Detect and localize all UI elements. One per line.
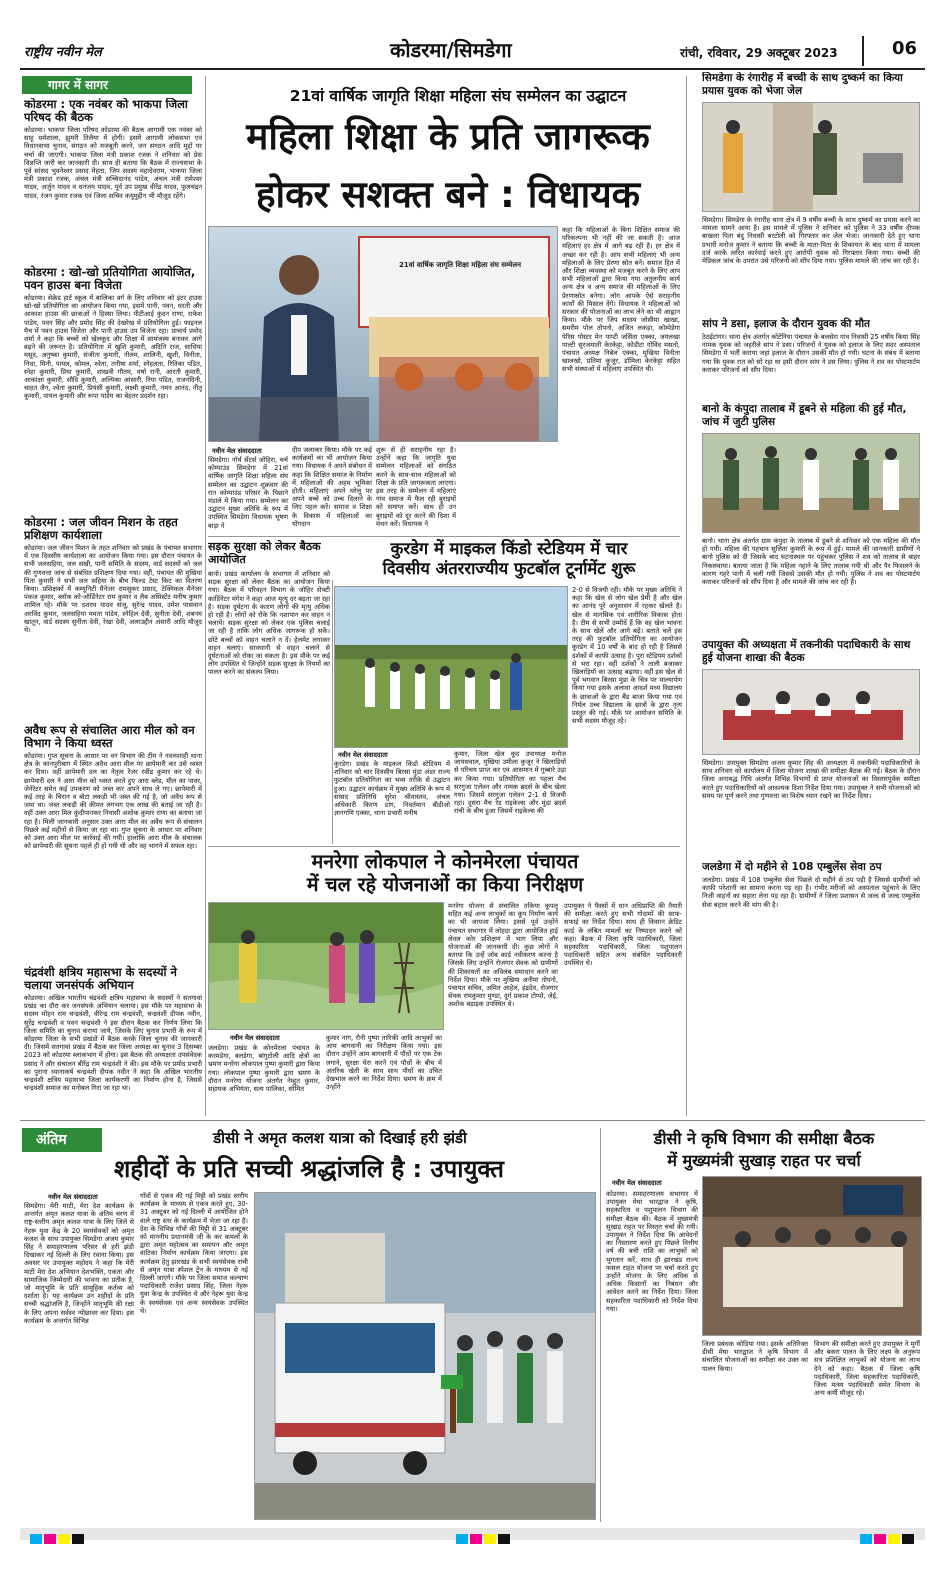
bottom-left-byline: नवीन मेल संवाददाता <box>48 1193 98 1201</box>
lead-photo-banner: 21वां वार्षिक जागृति शिक्षा महिला संघ सम्मेलन <box>399 261 521 269</box>
bottom-right-byline: नवीन मेल संवाददाता <box>612 1179 662 1187</box>
masthead <box>20 32 925 68</box>
color-swatches-left <box>30 1529 86 1548</box>
bottom-section-rule <box>20 1120 925 1121</box>
bottom-right-col-1-visible: कोडरमा। समाहरणालय सभागार में उपायुक्त मेघा भारद्वाज ने कृषि, सहकारिता व पशुपालन विभाग की समीक्षा बैठक की। बैठक में मुख्यमंत्री सुखाड़ राहत पर विस्तृत चर्चा की गयी। उपायुक्त ने निर्देश दिया कि आवेदनों का निस्तारण करते हुए पिछले वित्तीय वर्ष की बची राशि का लाभुकों को भुगतान करें, साथ ही झारखंड राज्य फसल राहत योजना पर चर्चा करते हुए उन्होंने योजना के लिए अधिक से अधिक किसानों का निबंधन और आवेदन करने का निर्देश दिया। जिला सहकारिता पदाधिकारी को निर्देश दिया गया। <box>606 1190 698 1313</box>
story-body: कोडरमा। जल जीवन मिशन के तहत शनिवार को प्रखंड के पंचायत सभागार में एक दिवसीय कार्यशाला का आयोजन किया गया। इस दौरान पंचायत के सभी जलसहिया, जल सखी, पानी समिति के सदस्य, वार्ड सदस्यों को जल की गुणवत्ता जांच से संबंधित प्रशिक्षण दिया गया। वहीं, पंचायत की मुखिया पिंता कुमारी ने सभी जल सहिया के बीच फिल्ड टेस्ट किट का वितरण किया। प्रशिक्षकों में कम्यूनिटी मैनेजर रामसुकर प्रसाद, टेक्निकल मैनेजर पंकज कुमार, ब्लॉक को-ऑर्डिनेटर राम कुमार व लैब असिस्टेंट मनीष कुमार शामिल रहे। मौके पर दशरथ यादव संजू, सुरेन्द्र यादव, उमेश पासवान अरविंद कुमार, जलसहिया ममता पांडेय, स्नेहिल देवी, सुनीता देवी, शबनम खातून, वार्ड सदस्य सुनीता देवी, रेखा देवी, अलाउद्दीन अंसारी आदि मौजूद थे। <box>24 544 202 635</box>
column-rule <box>205 76 206 1116</box>
story-heading: बानो के कंपुदा तालाब में डूबने से महिला की हुई मौत, जांच में जुटी पुलिस <box>702 403 907 428</box>
left-column-tag <box>22 76 192 94</box>
mgnrega-byline: नवीन मेल संवाददाता <box>230 1034 280 1042</box>
lead-photo <box>208 226 558 442</box>
bottom-left-headline: शहीदों के प्रति सच्ची श्रद्धांजलि है : उपायुक्त <box>114 1155 504 1183</box>
story-body: सिमडेगा। उपायुक्त सिमडेगा अजय कुमार सिंह की अध्यक्षता में तकनीकी पदाधिकारियों के साथ शनिवार को कार्यालय में जिला योजना शाखा की समीक्षा बैठक की गई। बैठक के दौरान जिला अनाबद्ध निधि अंतर्गत विभिन्न विभागों से प्राप्त योजनाओं का विस्तारपूर्वक समीक्षा करते हुए पदाधिकारियों को आवश्यक दिशा निर्देश दिया गया। उपायुक्त ने सभी योजनाओं को समय पर पूर्ण करने तथा गुणवत्ता का विशेष ध्यान रखने का निर्देश दिया। <box>702 759 920 800</box>
bottom-left-photo <box>254 1192 596 1520</box>
bottom-left-kicker: डीसी ने अमृत कलश यात्रा को दिखाई हरी झंडी <box>213 1129 467 1147</box>
bottom-left-col-1: सिमडेगा। मेरी माटी, मेरा देश कार्यक्रम के अन्तर्गत अमृत कलश यात्रा के अंतिम चरण में राष्ट्र-स्तरीय अमृत कलश यात्रा के लिए जिले से नेहरू युवा केंद्र के 20 स्वयंसेवकों को अमृत कलश के साथ उपायुक्त सिमडेगा अजय कुमार सिंह ने समाहरणालय परिसर से हरी झंडी दिखाकर नई दिल्ली के लिए रवाना किया। इस अवसर पर उपायुक्त महोदय ने कहा कि मेरी माटी मेरा देश अभियान देशभक्ति, एकता और सामाजिक जिम्मेदारी की भावना का प्रतीक है, जो मातृभूमि के प्रति सामूहिक कर्तव्य को दर्शाता है। यह कार्यक्रम उन शहीदों के प्रति सच्ची श्रद्धांजलि है, जिन्होंने मातृभूमि की रक्षा के लिए अपना सर्वस्व न्योछावर कर दिया। इस कार्यक्रम के अन्तर्गत विभिन्न <box>24 1202 134 1325</box>
safety-box <box>208 540 330 840</box>
story-heading: कोडरमा : एक नवंबर को भाकपा जिला परिषद की बैठक <box>24 98 188 124</box>
mgnrega-col-3: मनरेगा योजना से संचालित तकिया कूपलू सहित कई अन्य लाभुकों का कूप निर्माण कार्य का भी जायजा लिया। इससे पूर्व उन्होंने पंचायत सभागार में लोहदा द्वारा आयोजित हाई लेवल कोर प्रशिक्षण में भाग लिया और योजनाओं की जानकारी दी। कुछ लोगों ने बताया कि उन्हें जॉब कार्ड नवीकरण करना है जिसके लिए उन्होंने रोजगार सेवक को ग्रामीणों की शिकायतों का अविलंब समाधान करने का निर्देश दिया। मौके पर मुखिया अनीमा तोपनो, पंचायत सचिव, अमित आहेल, इंद्रदेव, रोजगार सेवक रामकुमार मुण्डा, दुर्ग प्रकाश टोप्पो, जेई, अशोक बड़ाइक उपस्थित थे। <box>448 902 558 1009</box>
lead-col-2: दीप जलाकर किया। मौके पर कई कार्यक्रमों का भी आयोजन किया गया। विधायक ने अपने संबोधन में कहा कि शिक्षित समाज के निर्माण में महिलाओं की अहम भूमिका होती। महिलाएं अपने घरेलू पर अपने बच्चे को उच्च दिलाने के लिए पहल करें। समाज व शिक्षा के विकास में महिलाओं का योगदान <box>292 446 372 528</box>
mgnrega-photo-image <box>209 903 443 1029</box>
mgnrega-headline-line2: में चल रहे योजनाओं का किया निरीक्षण <box>306 873 584 896</box>
bottom-right-headline-line1: डीसी ने कृषि विभाग की समीक्षा बैठक <box>653 1129 875 1148</box>
bottom-tag-label: अंतिम <box>36 1132 67 1148</box>
left-column <box>24 98 202 1118</box>
lead-col-1: सिमडेगा। नॉर्थ सेंटर्स जोहिरा, चर्च कोम्पाउंड सिमडेगा में 21वां वार्षिक जागृति शिक्षा महिला संघ सम्मेलन का उद्घाटन शुक्रवार की रात कोम्पाउंड परिसर के पिछाने मंडाले में किया गया। सम्मेलन का उद्घाटन मुख्य अतिथि के रूप में उपस्थित सिमडेगा विधायक भूषण बाड़ा ने <box>208 456 288 530</box>
football-headline-line2: दिवसीय अंतरराज्यीय फुटबॉल टूर्नामेंट शुरू <box>382 559 636 578</box>
story-heading: चंद्रवंशी क्षत्रिय महासभा के सदस्यों ने चलाया जनसंपर्क अभियान <box>24 965 177 992</box>
right-column <box>702 72 920 1118</box>
lead-headline <box>208 108 688 224</box>
registration-strip <box>20 1528 925 1540</box>
bottom-right-photo-image <box>703 1177 921 1335</box>
right-photo-2 <box>702 433 920 533</box>
story-heading: अवैध रूप से संचालित आरा मील को वन विभाग ने किया ध्वस्त <box>24 723 195 750</box>
football-col-3: 2-0 से विजयी रही। मौके पर मुख्य अतिथि ने कहा कि खेल से लोग खेल प्रेमी है और खेल का आनंद पूरे अनुशासन में रहकर खेलते है। खेल से मानसिक एवं शारीरिक विकास होता है। टीम से सभी उम्मीदें हैं कि वह खेल भावना के साथ खेलें और आगे बढ़ें। बताते चलें इस तरह की फुटबॉल प्रतियोगिता का आयोजन कुरडेग में 10 वर्षों के बाद हो रही है जिससे दर्शकों में काफी उत्साह है। पुरा स्टेडियम दर्शकों से भरा रहा। वहीं दर्शकों ने ताली बजाकर खिलाड़ियों का उत्साह बढ़ाया। वहीं इस खेल से पूर्व भगवान बिरसा मुंडा के चित्र पर माल्यार्पण किया गया इसके अलावा आदर्श मध्य विद्यालय के छात्राओं के द्वारा बैंड बाजा किया गया एवं निर्मल उच्च विद्यालय के छात्रों के द्वारा नृत्य प्रस्तुत की गई। मौके पर आयोजन समिति के सभी सदस्य मौजूद रहे। <box>572 586 682 726</box>
safety-body: बानो। प्रखंड कार्यालय के सभागार में शनिवार को सड़क सुरक्षा को लेकर बैठक का आयोजन किया गया। बैठक में परिवहन विभाग के जोहिर सेफ्टी कार्डिनेटर मंगेश ने कहा आज मृत्यु दर बढ़ता जा रहा है। सड़क दुर्घटना के कारण लोगों की मृत्यु अधिक हो रही है। लोगों को रोके कि नशापान कर वाहन न चलायें। सड़क सुरक्षा को लेकर एक पुलिस चलाई जा रही है ताकि लोग अधिक जागरूक हो सकें। छोटे बच्चों को वाहन चलाने न दें। हेलमेट लगाकर वाहन चलाएं। सावधानी से वाहन चलाने से दुर्घटनाओं को रोका जा सकता है। इस मौके पर कई लोग उपस्थित थे जिन्होंने सड़क सुरक्षा के नियमों का पालन करने का संकल्प लिया। <box>208 570 330 677</box>
football-headline <box>334 539 684 579</box>
column-rule <box>600 1128 601 1522</box>
mgnrega-headline-line1: मनरेगा लोकपाल ने कोनमेरला पंचायत <box>311 850 579 873</box>
football-headline-line1: कुरडेग में माइकल किंडो स्टेडियम में चार <box>390 539 628 558</box>
mgnrega-photo <box>208 902 444 1030</box>
page-number: 06 <box>892 38 918 59</box>
story-heading: सिमडेगा के रंगारीह में बच्ची के साथ दुष्कर्म का किया प्रयास युवक को भेजा जेल <box>702 72 903 97</box>
bottom-left-col-2: गाँवों से एकत्र की गई मिट्टी को प्रखंड स्तरीय कार्यक्रम के माध्यम से एकत्र करते हुए, 30-31 अक्टूबर को नई दिल्ली में आयोजित होने वाले राष्ट्र स्तर के कार्यक्रम में भेजा जा रहा है। देश के विभिन्न गाँवों की मिट्टी से 31 अक्टूबर को माननीय प्रधानमंत्री जी के कर कमलों के द्वारा अमृत महोत्सव का समापन और अमृत वाटिका निर्माण कार्यक्रम किया जाएगा। इस कार्यक्रम हेतु झारखंड के सभी स्वयंसेवक रांची से अमृत यात्रा स्पेशल ट्रेन के माध्यम से नई दिल्ली जाएंगे। मौके पर जिला समाज कल्याण पदाधिकारी राजेश प्रसाद सिंह, जिला नेहरू युवा केन्द्र के उपस्थित थे और नेहरू युवा केन्द्र के स्वयंसेवक एवं अन्य स्वयंसेवक उपस्थित थे। <box>140 1192 248 1315</box>
bottom-right-photo <box>702 1176 922 1336</box>
masthead-divider <box>862 36 864 66</box>
color-swatches-middle <box>456 1529 512 1548</box>
bottom-right-headline-line2: में मुख्यमंत्री सुखाड़ राहत पर चर्चा <box>667 1151 861 1170</box>
football-col-2: कुमार, जिला खेल कूद उपाध्यक्ष मनोज जायसवाल, मुखिया उमीला कुजूर ने खिलाड़ियों से परिचय प्राप्त कर एवं आसमान में गुब्बारे उड़ा कर किया गया। प्रतियोगिता का पहला मैच सरगुजा एलेवन और नायक ब्रदर्स के बीच खेला गया। जिसमें सरगुजा एलेवन 2-1 से विजयी रहा। दूसरा मैच रेड राइकेल्स और मुंडा ब्रदर्स रांची के बीच हुआ जिसमें राइकेल्स की <box>454 750 566 816</box>
story-body: सिमडेगा। सिमडेगा के रंगारीह थाना क्षेत्र में 9 वर्षीय बच्ची के साथ दुष्कर्म का प्रयास करने का मामला सामने आया है। इस मामले में पुलिस ने शनिवार को पुलिस ने 33 वर्षीय दीपक बाखला पिता बंदु निवासी बरटोली को गिरफ्तार कर जेल भेजा। जानकारी देते हुए थाना प्रभारी मनोज कुमार ने बताया कि बच्ची के माता-पिता के शिकायत के बाद थाना में मामला दर्ज करके त्वरित कार्रवाई करते हुए आरोपी युवक को गिरफ्तार किया गया। बच्ची की मेडिकल जांच के उपरांत उसे परिजनों को सौंप दिया गया। पुलिस मामले की जांच कर रही है। <box>702 216 920 266</box>
column-rule <box>686 76 687 1116</box>
lead-kicker: 21वां वार्षिक जागृति शिक्षा महिला संघ सम्मेलन का उद्घाटन <box>289 87 627 105</box>
column-rule <box>332 580 333 844</box>
story-heading: उपायुक्त की अध्यक्षता में तकनीकी पदाधिकारी के साथ हुई योजना शाखा की बैठक <box>702 639 911 664</box>
masthead-rule <box>20 68 925 70</box>
story-body: जलडेगा। प्रखंड में 108 एम्बुलेंस सेवा पिछले दो महीने से ठप पड़ी है जिससे ग्रामीणों को काफी परेशानी का सामना करना पड़ रहा है। गंभीर मरीजों को अस्पताल पहुंचाने के लिए निजी वाहनों का सहारा लेना पड़ रहा है। ग्रामीणों ने जिला प्रशासन से जल्द से जल्द एम्बुलेंस सेवा बहाल करने की मांग की है। <box>702 876 920 909</box>
section-rule <box>208 536 680 537</box>
lead-col-3: शुरू से ही सराहनीय रहा है। उन्होंने कहा कि जागृति युवा सम्मेलन महिलाओं को संगठित करने के साथ-साथ महिलाओं को शिक्षा के प्रति जागरूकता लाएगा। इस तरह के सम्मेलन में महिलाएं गांव समाज में फैल रही बुराइयों को समाप्त करें। साथ ही उन बुराइयों को दूर करने की दिशा में मंथन करें। विधायक ने <box>376 446 456 528</box>
right-photo-3 <box>702 669 920 755</box>
story-body: कोडरमा। अखिल भारतीय चंद्रवंशी क्षत्रिय महासभा के सदस्यों ने सतगावां प्रखंड का दौरा कर जनसंपर्क अभियान चलाया। इस मौके पर महासभा के सदस्य मोहन राम चन्द्रवंशी, वीरेन्द्र राम चन्द्रवंशी, चन्द्रवंशी दीपक नवीन, सुरेंद्र चन्द्रवंशी व पवन चन्द्रवंशी ने इस दौरान बैठक कर निर्णय लिया कि जिला समिति का चुनाव कराया जाये, जिसके लिए चुनाव प्रभारी के रूप में कोडरमा जिला के सभी प्रखंडों में बैठक करके जिला चुनाव की जानकारी दी। जिसमें सतगावां प्रखंड में बैठक कर जिला अध्यक्ष का चुनाव 3 दिसम्बर 2023 को कोडरमा ब्लाकभाग में होगा। इस बैठक की अध्यक्षता उपसंवेदक प्रसाद ने और संचालन बीरेंद्र राम चन्द्रवंशी ने की। इस मौके पर प्रमोद प्रभारी का पुराना ध्यानाकर्ष चन्द्रवंशी दीपक नवीन ने कहा कि अखिल भारतीय चन्द्रवंशी क्षत्रिय महासभा जिला कार्यकरणी का निर्माण होना है, जिससे चन्द्रवंशी समाज का मनोबल गिरा जा रहा था। <box>24 994 202 1093</box>
football-photo <box>334 586 568 748</box>
bottom-left-photo-image <box>255 1193 595 1519</box>
lead-headline-line1: महिला शिक्षा के प्रति जागरूक <box>246 115 650 158</box>
bottom-right-col-3: विभाग की समीक्षा करते हुए उपायुक्त ने मुर्गी और बकरा पालन के लिए लक्ष्य के अनुरूप सत्र प्रशिक्षित लाभुकों को योजना का लाभ देने को कहा। बैठक में जिला कृषि पदाधिकारी, जिला सहकारिता पदाधिकारी, जिला मत्स्य पदाधिकारी समेत विभाग के अन्य कर्मी मौजूद रहे। <box>814 1340 920 1398</box>
mgnrega-col-2: कुमार नाग, रौनी पुष्पा तारिकी आदि लाभुकों का आम बागवानी का निरीक्षण किया गया। इस दौरान उन्होंने आम बागवानी में पौधों पर एक टेक लगाने, सुरक्षा घेरा करने एवं पौधों के बीच में अंतरिक खेती के साथ साथ पौधों का उचित देखभाल करने का निर्देश दिया। भ्रमण के क्रम में उन्होंने <box>326 1034 442 1092</box>
color-swatches-right <box>860 1529 916 1548</box>
bottom-tag <box>22 1128 102 1152</box>
left-column-tag-label: गागर में सागर <box>48 78 108 92</box>
story-heading: सांप ने डसा, इलाज के दौरान युवक की मौत <box>702 318 871 330</box>
story-heading: कोडरमा : जल जीवन मिशन के तहत प्रशिक्षण कार्यशाला <box>24 515 178 542</box>
coop-box <box>564 902 682 1114</box>
dateline: रांची, रविवार, 29 अक्टूबर 2023 <box>680 46 838 60</box>
right-photo-2-image <box>703 434 919 532</box>
football-photo-image <box>335 587 567 747</box>
masthead-logo: राष्ट्रीय नवीन मेल <box>24 45 102 60</box>
right-photo-1 <box>702 102 920 212</box>
section-title: कोडरमा/सिमडेगा <box>390 38 512 62</box>
story-body: कोडरमा। गुप्त सूचना के आधार पर वन विभाग की टीम ने नवलशाही थाना क्षेत्र के कानपुरीबाग में स्थित अवैध आरा मील पर छापेमारी कर उसे ध्वस्त कर दिया। वहीं छापेमारी दल का नेतृत्व रेंजर रवींद्र कुमार कर रहे थे। छापेमारी दल ने आरा मील को ध्वस्त करते हुए आरा ब्लेड, मील का पावर, जेनेरेटर समेत कई उपकरण को जब्त कर अपने साथ ले गए। छापेमारी में कई तरह के चिरान व बोटा लकड़ी भी जब्त की गई है, जो अवैध रूप से जमा था। जब्त लकड़ी की कीमत लगभग एक लाख की बताई जा रही है। वहीं उक्त आरा मिल कुंदीपानकर निवासी अशोक कुमार राणा का बताया जा रहा है। मिली जानकारी अनुसार उक्त आरा मील का अवैध रूप से संचालन पिछले कई महीनों से किया जा रहा था। गुप्त सूचना के आधार पर शनिवार को उक्त आरा मील पर कार्रवाई की गयी। हालांकि आरा मील के संचालक को छापेमारी की सूचना पहले ही हो गयी थी और वह भागने में सफल रहा। <box>24 752 202 851</box>
coop-body: उपायुक्त ने पैक्सों में धान अधिप्राप्ति की तैयारी की समीक्षा करते हुए सभी गोदामों की साफ-सफाई का निर्देश दिया। साथ ही किसान क्रेडिट कार्ड के लंबित मामलों का निष्पादन करने को कहा। बैठक में जिला कृषि पदाधिकारी, जिला सहकारिता पदाधिकारी, जिला पशुपालन पदाधिकारी सहित अन्य संबंधित पदाधिकारी उपस्थित थे। <box>564 902 682 968</box>
mgnrega-col-1: जलडेगा। प्रखंड के कोनमेरला पंचायत के करमडेगा, बलडेगा, बांगुटोली आदि क्षेत्रों का भ्रमण मनरेगा लोकपाल पुष्पा कुमारी द्वारा किया गया। लोकपाल पुष्पा कुमारी द्वारा भ्रमण के दौरान मनरेगा योजना अंतर्गत नेम्हुत कुमार, सहायक अभियंता, सत्य पालिका, सोमित <box>208 1044 320 1094</box>
story-heading: कोडरमा : खो-खो प्रतियोगिता आयोजित, पवन हाउस बना विजेता <box>24 265 196 292</box>
right-photo-1-image <box>703 103 919 211</box>
story-body: बानो। थाना क्षेत्र अंतर्गत ग्राम कंपुदा के तालाब में डूबने से शनिवार को एक महिला की मौत हो गयी। महिला की पहचान सुलिता कुमारी के रूप में हुई। मामले की जानकारी ग्रामीणों ने बानो पुलिस को दी जिसके बाद घटनास्थल पर पहुंचकर पुलिस ने शव को तालाब से बाहर निकलवाया। बताया जाता है कि महिला नहाने के लिए तालाब गयी थी और पैर फिसलने के कारण गहरे पानी में चली गयी जिससे उसकी मौत हो गयी। पुलिस ने शव का पोस्टमार्टम कराकर परिजनों को सौंप दिया है और मामले की जांच कर रही है। <box>702 537 920 587</box>
lead-headline-line2: होकर सशक्त बने : विधायक <box>255 173 641 216</box>
lead-byline: नवीन मेल संवाददाता <box>212 447 262 455</box>
right-photo-3-image <box>703 670 919 754</box>
story-body: ठेठईटांगर। थाना क्षेत्र अंतर्गत कोटेनिया पंचायत के बलसेरा गांव निवासी 25 वर्षीय किया सिंह नामक युवक को जहरीले सांप ने डसा। परिजनों ने युवक को इलाज के लिए सदर अस्पताल सिमडेगा में भर्ती कराया जहां इलाज के दौरान उसकी मौत हो गयी। घटना के संबंध में बताया गया कि युवक रात को सो रहा था इसी दौरान सांप ने डस लिया। पुलिस ने शव का पोस्टमार्टम कराकर परिजनों को सौंप दिया। <box>702 333 920 374</box>
lead-col-4: कहा कि महिलाओं के बिना शिक्षित समाज की परिकल्पना भी नहीं की जा सकती है। आज महिलाएं हर क्षेत्र में आगे बढ़ रही है। हर क्षेत्र में अच्छा कर रही है। आप सभी महिलाएं भी अन्य महिलाओं के लिए प्रेरणा स्रोत बनें। समाज हित में और शिक्षा व्यवस्था को मजबूत करने के लिए आप सभी महिलाओं द्वारा किया गया अतुलनीय कार्य अन्य क्षेत्र व अन्य समाज की महिलाओं के लिए प्रेरणास्रोत बनेगा। लोग आपके ऐसे सराहनीय कार्यों की मिसाल देंगे। विधायक ने महिलाओं को सरकार की योजनाओं का लाभ लेने का भी आह्वान किया। मौके पर जिप सदस्य जोसीमा खाखा, समरीम पोल तोपनो, अजित लकड़ा, कोम्पेडेगा पेरिस पोस्टर मेन पाप्टी जसिंता एक्का, जयलखा पाल्टी सुरजमाती केरकेट्टा, कोडीटा गोविंद मसतो, पंचायत अध्यक्ष निबेल एक्का, मुखिया विनीता खालखो, प्रतिमा कुजूर, डॉमिला केरकेट्टा सहित सभी संस्थाओं में महिलाएं उपस्थित थी। <box>562 226 680 374</box>
mgnrega-headline <box>208 850 682 896</box>
story-heading: जलडेगा में दो महीने से 108 एम्बुलेंस सेवा ठप <box>702 861 882 873</box>
football-col-1: कुरडेग। प्रखंड के माइकल किंडो स्टेडियम में शनिवार को चार दिवसीय बिरसा मुंडा अंडर राज्य फुटबॉल प्रतियोगिता का भव्य तरीके से उद्घाटन हुआ। उद्घाटन कार्यक्रम में मुख्य अतिथि के रूप में सांसद प्रतिनिधि सुरेश श्रीवास्तव, अंचल अधिकारी किरण डांग, निवर्तमान बीडीओ ज्ञानगणि एक्का, थाना प्रभारी मनीष <box>334 760 450 818</box>
safety-heading: सड़क सुरक्षा को लेकर बैठक आयोजित <box>208 540 321 566</box>
story-body: कोडरमा। सेक्रेड हार्ट स्कूल में बालिका वर्ग के लिए शनिवार को इंटर हाउस खो-खो प्रतियोगिता का आयोजन किया गया, इसमें पानी, पवन, धरती और आकाश हाउस की छात्राओं ने हिस्सा लिया। पीटीआई कुंदन राणा, राकेश पांडेय, पवन सिंह और प्रमोद सिंह की देखरेख में प्रतियोगिता हुई। फाइनल मैच में पवन हाउस विजेता और पानी हाउस उप विजेता रहा। प्राचार्य प्रमोद शर्मा ने कहा कि बच्चों को खेलकूद और शिक्षा में सामंजस्य बनाकर आगे बढ़ने की जरूरत है। प्रतियोगिता में खुशि कुमारी, अदिति राज, साधिया मसूद, अनुष्का कुमारी, संजीता कुमारी, नीलम, शालिनी, खुशी, विनीता, निधा, मिनी, पायल, कोमल, श्वेता, तनीषा शर्मा, स्नेहलता, रितिका पंडित, स्नेहा कुमारी, प्रिया कुमारी, शाखवी गौतम, वर्षा रानी, आरती कुमारी, आकांक्षा कुमारी, सौदि कुमारी, अल्पिका आंसारी, रिया पंडित, राजनंदिनी, चाहत जैन, श्वेता कुमारी, प्रियंसी कुमारी, लक्ष्मी कुमारी, नमन आनंद, नीतू कुमारी, पायल कुमारी और रूपा पांडेय का बेहतर प्रदर्शन रहा। <box>24 294 202 401</box>
lead-photo-image <box>209 227 557 441</box>
story-body: कोडरमा। भाकपा जिला परिषद कोडरमा की बैठक आगामी एक नवंबर को साहू धर्मशाला, झुमरी तिलैया में होगी। इसमें आगामी लोकसभा एवं विधानसभा चुनाव, संगठन को मजबूती करने, जन संगठन आदि मुद्दों पर चर्चा की जाएगी। भाकपा जिला मंत्री प्रकाश रजक ने शनिवार को प्रेस विज्ञप्ति जारी कर जानकारी दी। साथ ही बताया कि बैठक में राज्यसभा के पूर्व सांसद भुवनेश्वर प्रसाद मेहता, जिप सदस्य महादेवराम, भाकपा जिला मंत्री प्रकाश रजक, अंचल मंत्री सच्चिदानंद पांडेय, अंचल मंत्री रामेश्वर यादव, अर्जुन यादव व धनंजय यादव, पूर्व उप प्रमुख वीरेंद्र यादव, फुलचंद्रन यादव, रंजन कुमार रजक एवं जिला सचिव कयूमुद्दीन भी मौजूद रहेंगे। <box>24 126 202 200</box>
bottom-right-headline <box>606 1128 922 1172</box>
football-byline: नवीन मेल संवाददाता <box>338 751 388 759</box>
bottom-right-photo-caption: जिला प्रबंधक कोडिया गया। इसके अतिरिक्त डीसी मेघा भारद्वाज ने कृषि विभाग में संचालित योजनाओं का समीक्षा कर उक्त का पालन किया। <box>702 1340 808 1373</box>
section-rule <box>208 846 680 847</box>
